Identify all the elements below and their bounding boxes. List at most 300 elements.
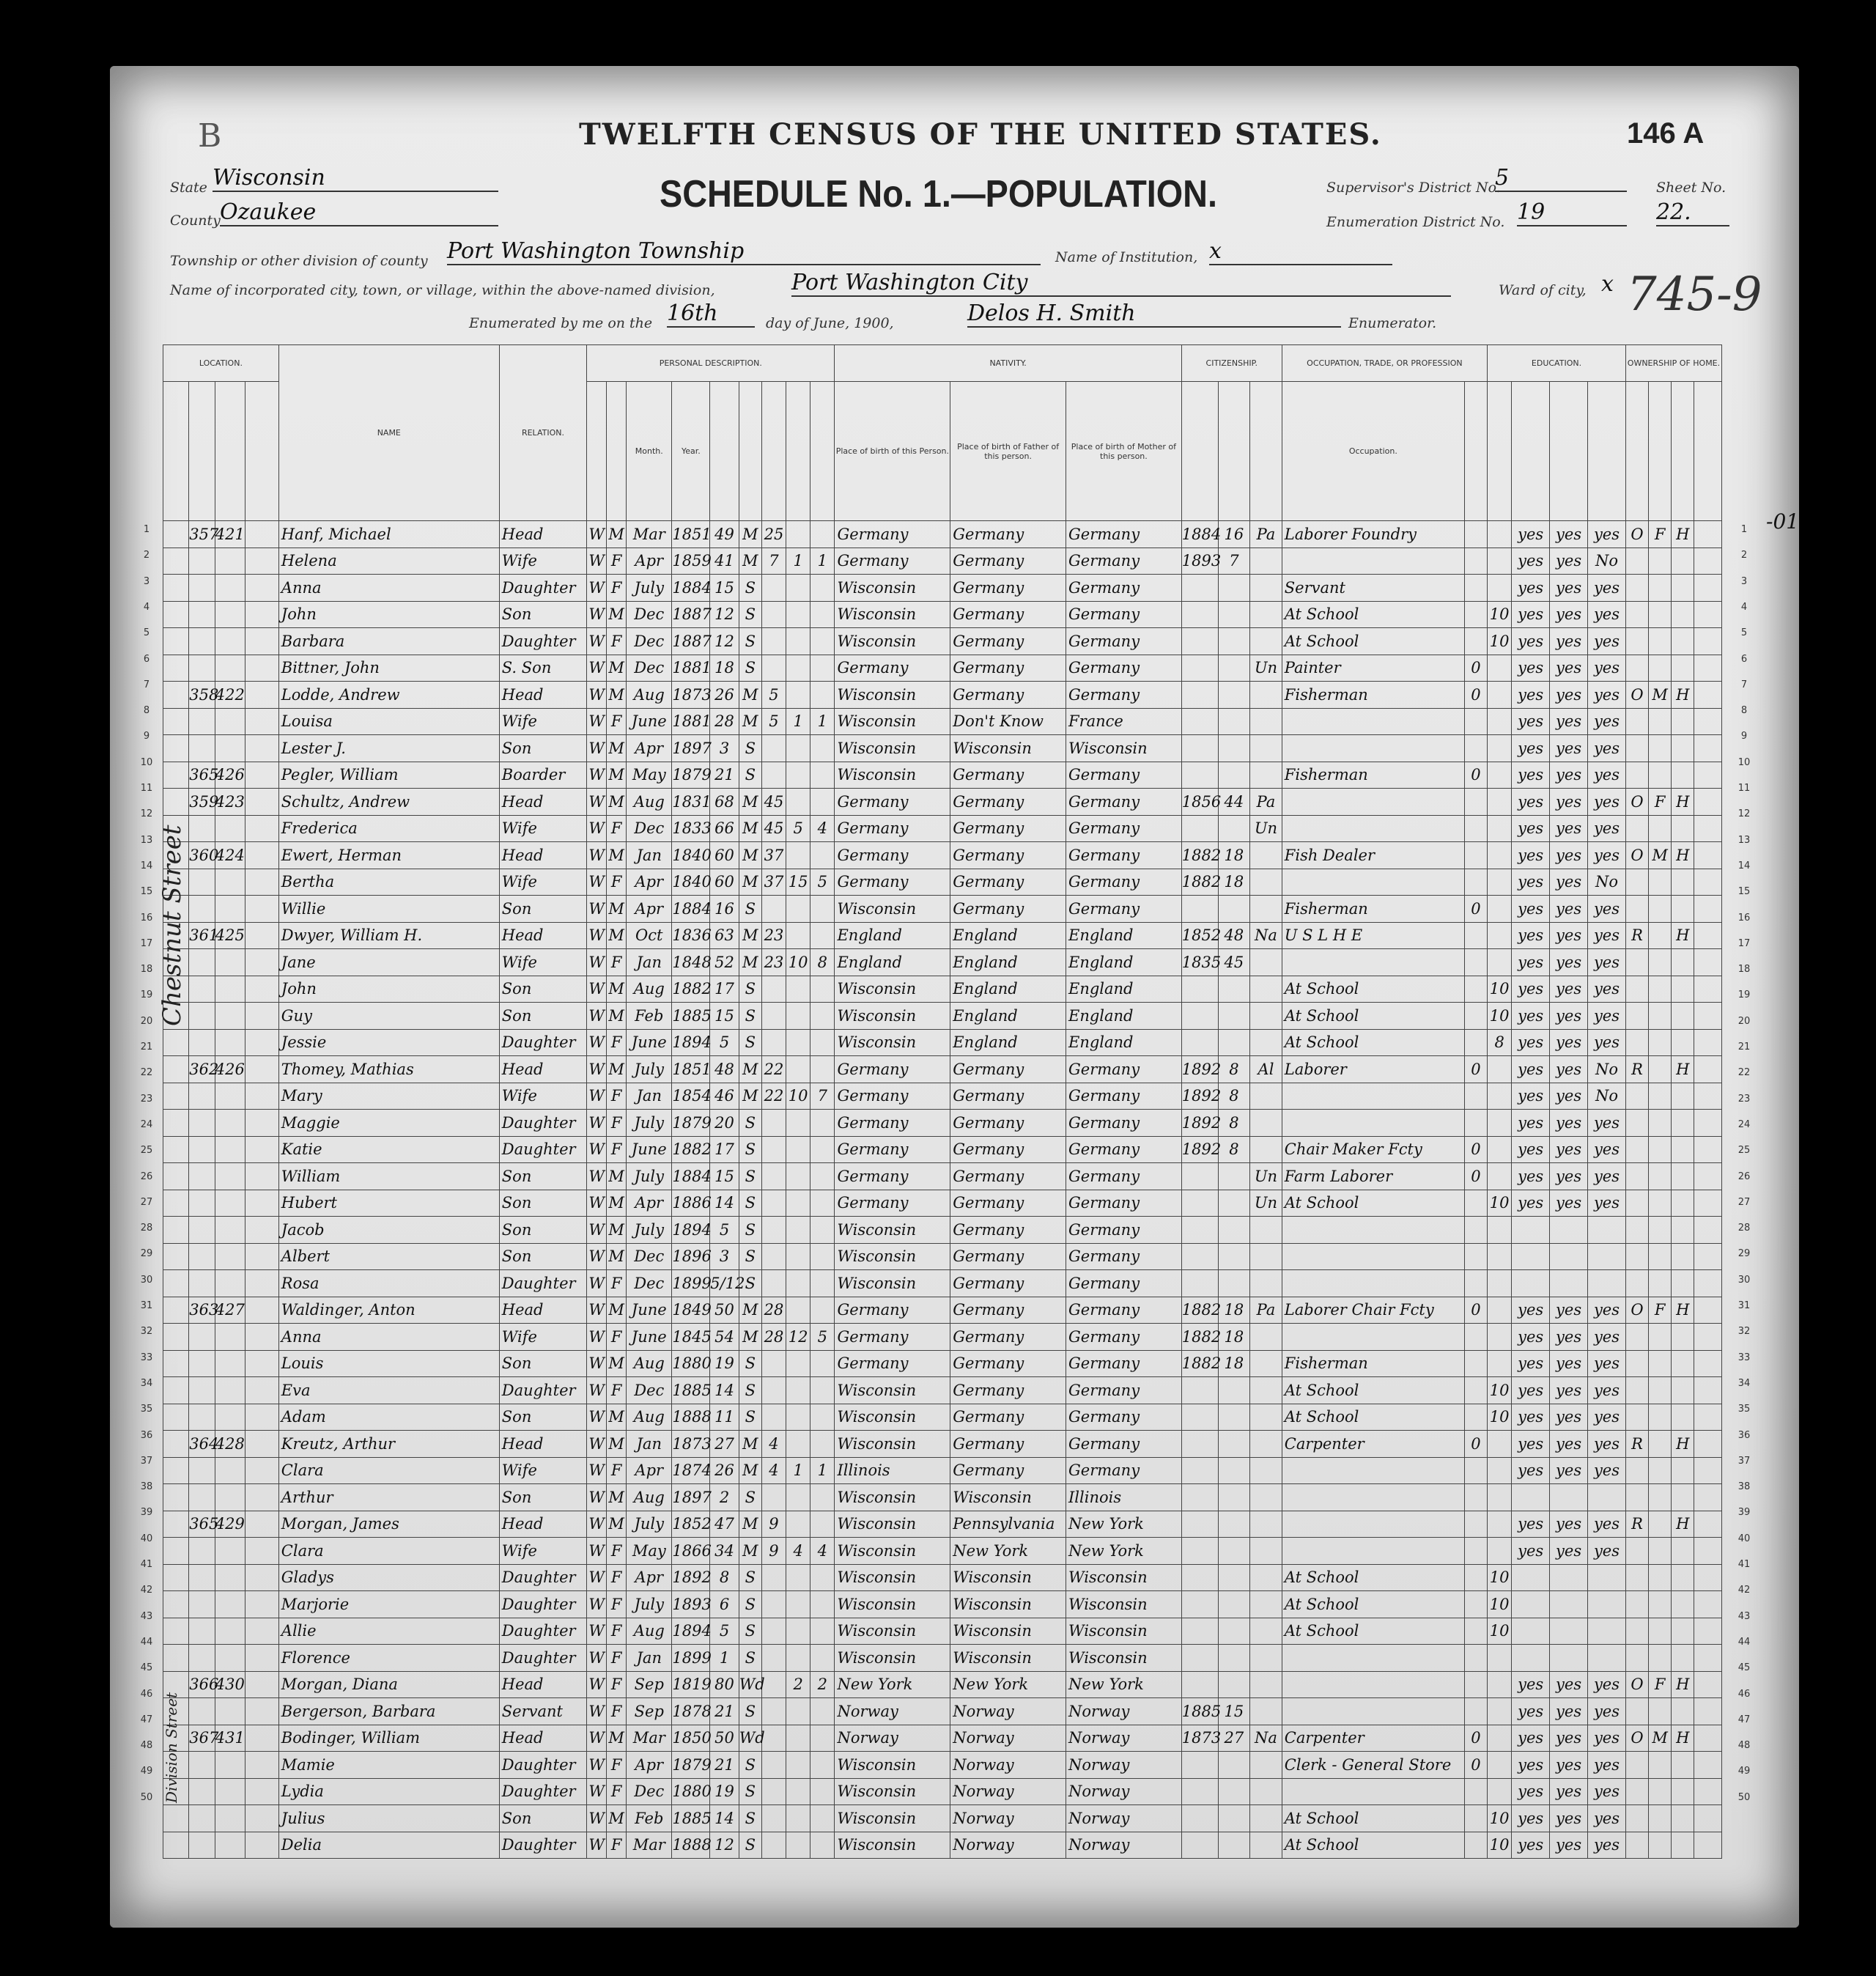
relation-header: RELATION. [499,345,586,521]
table-row [163,1243,1722,1270]
ward-label: Ward of city, [1499,282,1587,298]
cell-nat [1250,869,1282,896]
cell-mo [1464,1538,1487,1565]
cell-empty [1694,1083,1722,1110]
cell-mo [1464,601,1487,628]
cell-empty [163,1457,189,1484]
cell-color: W [587,1457,607,1484]
cell-mar: Wd [739,1725,761,1752]
cell-mar: S [739,1404,761,1431]
cell-en: yes [1588,521,1626,548]
cell-mb: Norway [1066,1752,1182,1779]
cell-color: W [587,1698,607,1725]
cell-farm [1672,1350,1694,1377]
cell-age: 11 [710,1404,739,1431]
cell-occ: At School [1282,1190,1464,1217]
cell-empty [163,521,189,548]
line-number: 29 [140,1248,153,1260]
cell-sch [1488,521,1512,548]
cell-rel: Wife [499,949,586,976]
line-number: 11 [140,783,153,794]
cell-mo [1464,789,1487,816]
cell-sch: 10 [1488,1377,1512,1404]
cell-imm: 1893 [1181,548,1218,575]
cell-own [1625,1190,1648,1217]
cell-moth [786,842,810,869]
cell-rd: yes [1512,601,1550,628]
cell-sch [1488,1698,1512,1725]
cell-farm [1672,1832,1694,1859]
cell-sch [1488,1350,1512,1377]
cell-farm [1672,1163,1694,1190]
cell-sex: F [607,628,627,655]
cell-name: Barbara [278,628,499,655]
cell-farm [1672,949,1694,976]
line-number: 39 [1737,1507,1751,1519]
cell-color: W [587,1190,607,1217]
cell-empty [1694,922,1722,949]
cell-dw [189,1484,215,1511]
cell-free [1649,1805,1672,1832]
cell-dw: 364 [189,1431,215,1458]
cell-nat: Na [1250,1725,1282,1752]
cell-fam [215,1083,245,1110]
cell-wr: yes [1550,601,1588,628]
cell-occ: Laborer Chair Fcty [1282,1297,1464,1324]
cell-name: Frederica [278,815,499,842]
line-number: 5 [143,627,150,639]
cell-imm: 1882 [1181,1297,1218,1324]
cell-own [1625,1564,1648,1591]
cell-free: M [1649,682,1672,709]
cell-fam [215,869,245,896]
cell-imm [1181,1431,1218,1458]
cell-color: W [587,1136,607,1163]
cell-fb: Germany [950,1297,1066,1324]
cell-imm: 1852 [1181,922,1218,949]
cell-mar: S [739,1217,761,1244]
cell-wr [1550,1564,1588,1591]
cell-mar: M [739,682,761,709]
cell-mo [1464,735,1487,762]
cell-en: yes [1588,575,1626,602]
cell-mb: Germany [1066,1217,1182,1244]
cell-empty [1694,1324,1722,1351]
cell-yrs [761,1698,786,1725]
cell-imm [1181,1538,1218,1565]
cell-fam [215,1324,245,1351]
cell-mb: Germany [1066,842,1182,869]
cell-empty [1694,1190,1722,1217]
cell-free [1649,869,1672,896]
table-row [163,1029,1722,1056]
cell-moth: 10 [786,1083,810,1110]
cell-occ: At School [1282,1404,1464,1431]
cell-pb: Wisconsin [835,1243,950,1270]
cell-color: W [587,601,607,628]
line-number: 25 [1737,1145,1751,1157]
cell-pb: Illinois [835,1457,950,1484]
cell-wr: yes [1550,896,1588,923]
cell-rel: Head [499,521,586,548]
table-row [163,1778,1722,1805]
cell-free [1649,949,1672,976]
cell-mb: Wisconsin [1066,1645,1182,1672]
cell-mo [1464,815,1487,842]
cell-rd: yes [1512,1377,1550,1404]
cell-mon: June [627,708,672,735]
cell-nat [1250,1217,1282,1244]
cell-free [1649,1618,1672,1645]
cell-farm [1672,735,1694,762]
cell-empty [245,601,279,628]
cell-free [1649,1404,1672,1431]
cell-occ: Carpenter [1282,1431,1464,1458]
cell-own: O [1625,1671,1648,1698]
cell-mb: Germany [1066,815,1182,842]
cell-empty [1694,1243,1722,1270]
cell-fb: Norway [950,1805,1066,1832]
cell-farm [1672,762,1694,789]
cell-name: Anna [278,1324,499,1351]
cell-fb: Norway [950,1725,1066,1752]
cell-empty [245,1618,279,1645]
cell-farm: H [1672,922,1694,949]
cell-age: 14 [710,1377,739,1404]
cell-fam [215,1029,245,1056]
cell-occ [1282,1324,1464,1351]
schedule-title: SCHEDULE No. 1.—POPULATION. [660,173,1217,215]
cell-imm [1181,708,1218,735]
cell-mar: S [739,1377,761,1404]
cell-wr: yes [1550,1083,1588,1110]
cell-yr: 1833 [672,815,710,842]
cell-fam [215,601,245,628]
line-number: 44 [1737,1636,1751,1648]
cell-ys [1218,1404,1250,1431]
line-number: 31 [1737,1300,1751,1311]
cell-farm [1672,1618,1694,1645]
cell-yr: 1873 [672,682,710,709]
cell-fb: England [950,949,1066,976]
cell-yrs [761,1003,786,1030]
cell-sex: M [607,1003,627,1030]
cell-sch: 10 [1488,976,1512,1003]
cell-imm [1181,896,1218,923]
cell-empty [1694,1752,1722,1779]
cell-sch [1488,1217,1512,1244]
cell-pb: Wisconsin [835,1591,950,1618]
cell-mb: Germany [1066,1136,1182,1163]
cell-liv: 1 [810,548,835,575]
cell-mo [1464,548,1487,575]
cell-yr: 1859 [672,548,710,575]
cell-empty [245,1431,279,1458]
cell-nat [1250,735,1282,762]
cell-rd: yes [1512,1190,1550,1217]
cell-empty [163,1511,189,1538]
cell-rd: yes [1512,1832,1550,1859]
cell-mb: Germany [1066,1083,1182,1110]
cell-imm [1181,682,1218,709]
cell-ys: 18 [1218,1297,1250,1324]
table-row [163,949,1722,976]
cell-empty [245,1056,279,1083]
cell-own: R [1625,1056,1648,1083]
cell-fam [215,815,245,842]
cell-sch: 10 [1488,1190,1512,1217]
cell-pb: Germany [835,789,950,816]
cell-rd: yes [1512,1297,1550,1324]
cell-fb: Pennsylvania [950,1511,1066,1538]
cell-empty [163,601,189,628]
cell-fam: 426 [215,1056,245,1083]
cell-name: Dwyer, William H. [278,922,499,949]
cell-empty [1694,682,1722,709]
line-number: 48 [1737,1740,1751,1752]
cell-mar: S [739,762,761,789]
cell-sex: F [607,1752,627,1779]
cell-yrs [761,1832,786,1859]
cell-en: yes [1588,1324,1626,1351]
cell-mon: Apr [627,735,672,762]
cell-sch [1488,1457,1512,1484]
cell-occ: At School [1282,1029,1464,1056]
cell-en: No [1588,869,1626,896]
cell-empty [1694,735,1722,762]
line-number: 41 [140,1559,153,1570]
cell-empty [1694,762,1722,789]
cell-mb: Germany [1066,521,1182,548]
cell-imm: 1892 [1181,1136,1218,1163]
cell-empty [1694,1484,1722,1511]
cell-mo: 0 [1464,896,1487,923]
line-number: 36 [140,1429,153,1441]
line-number: 16 [140,912,153,924]
cell-mo [1464,628,1487,655]
cell-own [1625,1003,1648,1030]
cell-imm [1181,1270,1218,1297]
cell-mb: Germany [1066,548,1182,575]
cell-mar: S [739,1029,761,1056]
cell-yrs [761,735,786,762]
cell-nat [1250,1778,1282,1805]
cell-en: yes [1588,1698,1626,1725]
line-number: 21 [1737,1042,1751,1052]
cell-color: W [587,922,607,949]
cell-pb: Germany [835,1297,950,1324]
cell-mo [1464,1377,1487,1404]
cell-mb: Norway [1066,1778,1182,1805]
cell-sch: 10 [1488,1591,1512,1618]
cell-wr: yes [1550,1350,1588,1377]
cell-pb: Germany [835,1350,950,1377]
cell-name: Jacob [278,1217,499,1244]
cell-name: Morgan, James [278,1511,499,1538]
cell-color: W [587,842,607,869]
cell-color: W [587,1163,607,1190]
cell-ys [1218,1217,1250,1244]
cell-rd: yes [1512,655,1550,682]
cell-mo [1464,1645,1487,1672]
cell-yrs [761,1243,786,1270]
cell-en: yes [1588,1805,1626,1832]
cell-color: W [587,1511,607,1538]
cell-yrs [761,1645,786,1672]
margin-note: 745-9 [1627,268,1762,322]
cell-liv [810,1217,835,1244]
cell-color: W [587,548,607,575]
cell-empty [245,1377,279,1404]
cell-sex: M [607,896,627,923]
cell-age: 66 [710,815,739,842]
line-number: 18 [1737,964,1751,976]
cell-imm [1181,1645,1218,1672]
line-number: 20 [1737,1015,1751,1027]
table-row [163,789,1722,816]
cell-fb: Germany [950,1217,1066,1244]
cell-farm [1672,1752,1694,1779]
cell-liv [810,1003,835,1030]
cell-yr: 1884 [672,575,710,602]
line-number: 8 [143,705,150,717]
cell-nat [1250,1805,1282,1832]
line-number: 2 [1740,550,1748,561]
cell-mb: Germany [1066,1056,1182,1083]
cell-own [1625,1110,1648,1137]
cell-own [1625,1217,1648,1244]
cell-name: William [278,1163,499,1190]
cell-empty [1694,1003,1722,1030]
cell-ys [1218,682,1250,709]
cell-farm [1672,628,1694,655]
sheet-label: Sheet No. [1656,180,1727,196]
cell-en: yes [1588,1377,1626,1404]
cell-en: No [1588,1056,1626,1083]
cell-moth [786,1350,810,1377]
cell-mo: 0 [1464,762,1487,789]
cell-moth [786,1618,810,1645]
cell-age: 47 [710,1511,739,1538]
cell-sex: F [607,1832,627,1859]
cell-rel: Wife [499,708,586,735]
cell-mon: Dec [627,1270,672,1297]
cell-moth [786,896,810,923]
cell-empty [1694,1029,1722,1056]
cell-age: 26 [710,682,739,709]
cell-empty [245,521,279,548]
cell-imm [1181,976,1218,1003]
enumerated-day: 16th [667,301,755,328]
cell-own [1625,1377,1648,1404]
cell-fb: Germany [950,789,1066,816]
cell-name: Katie [278,1136,499,1163]
cell-nat [1250,1564,1282,1591]
cell-empty [245,1270,279,1297]
cell-mb: Germany [1066,1324,1182,1351]
cell-empty [245,1591,279,1618]
cell-own [1625,601,1648,628]
table-row [163,1297,1722,1324]
cell-mon: Jan [627,1431,672,1458]
cell-empty [163,1645,189,1672]
cell-moth [786,1725,810,1752]
cell-own [1625,708,1648,735]
cell-fam: 421 [215,521,245,548]
cell-own [1625,1270,1648,1297]
cell-dw [189,1538,215,1565]
cell-imm [1181,655,1218,682]
cell-own: R [1625,1511,1648,1538]
cell-mar: M [739,1324,761,1351]
cell-en: yes [1588,1404,1626,1431]
supervisor-label: Supervisor's District No. [1326,180,1501,196]
cell-own [1625,896,1648,923]
cell-pb: Wisconsin [835,1377,950,1404]
cell-rd: yes [1512,1350,1550,1377]
cell-yrs: 7 [761,548,786,575]
cell-occ [1282,1270,1464,1297]
cell-rel: Head [499,1671,586,1698]
cell-en: yes [1588,628,1626,655]
cell-moth [786,1217,810,1244]
cell-wr: yes [1550,1431,1588,1458]
cell-own [1625,1832,1648,1859]
cell-empty [163,1538,189,1565]
cell-yr: 1840 [672,842,710,869]
cell-moth [786,1484,810,1511]
cell-pb: Wisconsin [835,1618,950,1645]
table-row [163,1163,1722,1190]
cell-empty [1694,1591,1722,1618]
cell-rd: yes [1512,1805,1550,1832]
cell-imm [1181,762,1218,789]
cell-sex: M [607,601,627,628]
cell-yrs [761,1725,786,1752]
cell-name: Thomey, Mathias [278,1056,499,1083]
cell-fb: New York [950,1538,1066,1565]
cell-mo [1464,1778,1487,1805]
cell-ys: 8 [1218,1083,1250,1110]
table-row [163,1752,1722,1779]
cell-free [1649,548,1672,575]
cell-mar: S [739,655,761,682]
cell-occ: Fisherman [1282,762,1464,789]
cell-age: 5 [710,1217,739,1244]
cell-dw [189,896,215,923]
cell-wr: yes [1550,708,1588,735]
cell-occ: Fisherman [1282,682,1464,709]
cell-mon: July [627,575,672,602]
cell-mar: M [739,1056,761,1083]
cell-color: W [587,869,607,896]
cell-fb: England [950,922,1066,949]
cell-rd: yes [1512,1136,1550,1163]
cell-mon: Aug [627,1618,672,1645]
cell-yrs: 9 [761,1511,786,1538]
cell-mon: Dec [627,601,672,628]
cell-mo [1464,521,1487,548]
cell-color: W [587,1003,607,1030]
cell-pb: Wisconsin [835,976,950,1003]
line-number: 35 [140,1404,153,1415]
cell-empty [163,1297,189,1324]
cell-ys: 15 [1218,1698,1250,1725]
cell-dw [189,1457,215,1484]
cell-en: No [1588,1083,1626,1110]
cell-ys [1218,575,1250,602]
cell-empty [245,1832,279,1859]
